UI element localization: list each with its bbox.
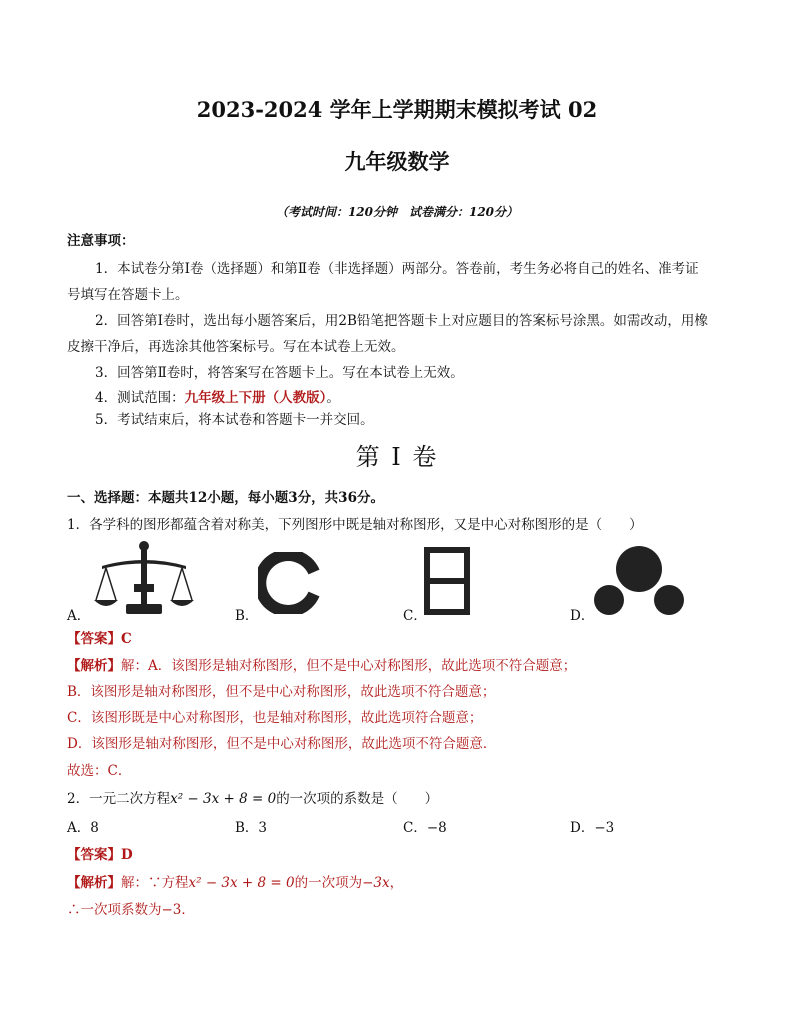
q2-analysis-mid: 的一次项为: [294, 875, 363, 891]
q2-conclusion: ∴一次项系数为−3．: [67, 902, 195, 918]
q2-stem-post: 的一次项的系数是（ ）: [276, 791, 439, 807]
q1-analysis-label: 【解析】: [67, 658, 121, 674]
notice-item-4-label: 4．测试范围：: [95, 390, 185, 406]
q2-option-d: D．−3: [570, 820, 615, 836]
q2-stem-pre: 2．一元二次方程: [67, 791, 171, 807]
q2-analysis: [67, 874, 403, 892]
notice-item-2: 2．回答第Ⅰ卷时，选出每小题答案后，用2B铅笔把答题卡上对应题目的答案标号涂黑。如需改动，用橡: [95, 313, 708, 329]
q1-stem: 1．各学科的图形都蕴含着对称美，下列图形中既是轴对称图形，又是中心对称图形的是（ ）: [67, 517, 643, 533]
notice-heading: 注意事项：: [67, 233, 135, 249]
q2-equation: x² − 3x + 8 = 0: [170, 791, 277, 807]
q1-analysis-text-1: 解：A．该图形是轴对称图形，但不是中心对称图形，故此选项不符合题意；: [121, 658, 577, 674]
q1-answer: 【答案】C: [67, 631, 132, 647]
notice-item-1: 1．本试卷分第Ⅰ卷（选择题）和第Ⅱ卷（非选择题）两部分。答卷前，考生务必将自己的姓名、准考证: [95, 261, 699, 277]
section-title: 第 I 卷: [355, 443, 439, 471]
scope-highlight: 九年级上下册（人教版）: [184, 390, 327, 406]
balance-scale-icon: [94, 540, 194, 618]
part1-heading: 一、选择题：本题共12小题，每小题3分，共36分。: [67, 490, 384, 506]
q2-stem: [67, 790, 438, 808]
q2-analysis-label: 【解析】: [67, 875, 121, 891]
q2-answer: 【答案】D: [67, 847, 133, 863]
q1-conclusion: 故选：C．: [67, 763, 132, 779]
q2-analysis-end: ，: [389, 875, 404, 891]
scope-end: 。: [326, 390, 340, 406]
q1-analysis-line-2: B．该图形是轴对称图形，但不是中心对称图形，故此选项不符合题意；: [67, 684, 496, 700]
notice-item-1-cont: 号填写在答题卡上。: [67, 287, 189, 303]
q1-option-a: A．: [67, 608, 91, 624]
q2-option-c: C．−8: [403, 820, 447, 836]
notice-item-2-cont: 皮擦干净后，再选涂其他答案标号。写在本试卷上无效。: [67, 339, 405, 355]
q2-analysis-term: −3x: [362, 875, 390, 891]
notice-item-5: 5．考试结束后，将本试卷和答题卡一并交回。: [95, 412, 374, 428]
exam-subject: 九年级数学: [344, 149, 450, 174]
q1-analysis-line-3: C．该图形既是中心对称图形，也是轴对称图形，故此选项符合题意；: [67, 710, 483, 726]
q1-option-d: D．: [570, 608, 595, 624]
q1-option-c: C．: [403, 608, 427, 624]
three-circles-icon: [592, 546, 686, 616]
exam-title: 2023-2024 学年上学期期末模拟考试 02: [196, 97, 598, 122]
q2-analysis-equation: x² − 3x + 8 = 0: [188, 875, 295, 891]
rectangle-divided-icon: [424, 547, 470, 615]
exam-meta: （考试时间：120分钟 试卷满分：120分）: [275, 205, 519, 219]
q1-analysis-line-4: D．该图形是轴对称图形，但不是中心对称图形，故此选项不符合题意．: [67, 736, 497, 752]
q2-option-a: A．8: [67, 820, 99, 836]
q2-analysis-pre: 解：∵方程: [121, 875, 189, 891]
q2-option-b: B．3: [235, 820, 268, 836]
notice-item-4: [95, 389, 340, 407]
ring-c-icon: [258, 552, 320, 614]
q1-analysis-line-1: [67, 657, 576, 675]
q1-option-b: B．: [235, 608, 259, 624]
notice-item-3: 3．回答第Ⅱ卷时，将答案写在答题卡上。写在本试卷上无效。: [95, 365, 464, 381]
